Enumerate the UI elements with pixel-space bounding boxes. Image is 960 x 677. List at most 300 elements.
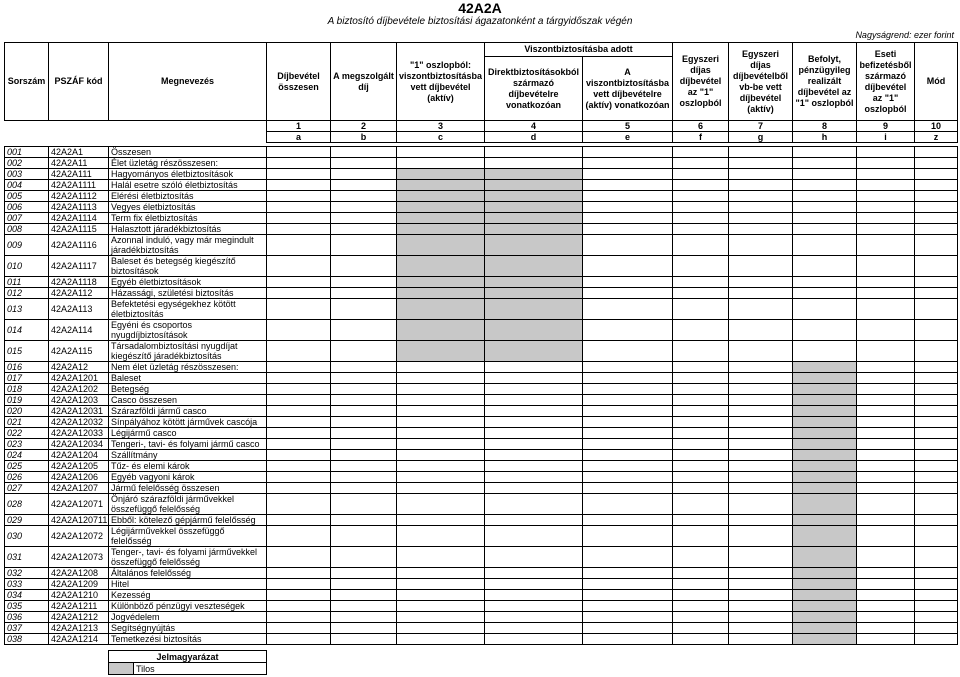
value-cell[interactable] [331, 568, 397, 579]
value-cell[interactable] [673, 417, 729, 428]
value-cell[interactable] [331, 515, 397, 526]
value-cell[interactable] [485, 384, 583, 395]
value-cell[interactable] [729, 235, 793, 256]
value-cell[interactable] [673, 256, 729, 277]
value-cell[interactable] [729, 191, 793, 202]
value-cell[interactable] [331, 202, 397, 213]
value-cell[interactable] [397, 439, 485, 450]
value-cell[interactable] [673, 235, 729, 256]
value-cell[interactable] [485, 461, 583, 472]
value-cell[interactable] [915, 601, 958, 612]
value-cell[interactable] [729, 406, 793, 417]
value-cell[interactable] [583, 213, 673, 224]
value-cell[interactable] [485, 158, 583, 169]
value-cell[interactable] [267, 277, 331, 288]
value-cell[interactable] [857, 169, 915, 180]
value-cell[interactable] [331, 428, 397, 439]
value-cell[interactable] [793, 147, 857, 158]
value-cell[interactable] [583, 483, 673, 494]
value-cell[interactable] [485, 612, 583, 623]
value-cell[interactable] [331, 461, 397, 472]
value-cell[interactable] [915, 417, 958, 428]
value-cell[interactable] [485, 472, 583, 483]
value-cell[interactable] [857, 341, 915, 362]
value-cell[interactable] [729, 515, 793, 526]
value-cell[interactable] [857, 299, 915, 320]
value-cell[interactable] [857, 147, 915, 158]
value-cell[interactable] [331, 147, 397, 158]
value-cell[interactable] [729, 417, 793, 428]
value-cell[interactable] [267, 450, 331, 461]
value-cell[interactable] [857, 202, 915, 213]
value-cell[interactable] [331, 384, 397, 395]
value-cell[interactable] [857, 526, 915, 547]
value-cell[interactable] [583, 623, 673, 634]
value-cell[interactable] [267, 612, 331, 623]
value-cell[interactable] [397, 483, 485, 494]
value-cell[interactable] [915, 384, 958, 395]
value-cell[interactable] [915, 147, 958, 158]
value-cell[interactable] [915, 494, 958, 515]
value-cell[interactable] [331, 547, 397, 568]
value-cell[interactable] [583, 202, 673, 213]
value-cell[interactable] [397, 158, 485, 169]
value-cell[interactable] [793, 158, 857, 169]
value-cell[interactable] [793, 191, 857, 202]
value-cell[interactable] [485, 515, 583, 526]
value-cell[interactable] [729, 299, 793, 320]
value-cell[interactable] [673, 395, 729, 406]
value-cell[interactable] [729, 180, 793, 191]
value-cell[interactable] [673, 450, 729, 461]
value-cell[interactable] [397, 362, 485, 373]
value-cell[interactable] [583, 373, 673, 384]
value-cell[interactable] [397, 147, 485, 158]
value-cell[interactable] [673, 384, 729, 395]
value-cell[interactable] [397, 417, 485, 428]
value-cell[interactable] [331, 623, 397, 634]
value-cell[interactable] [857, 191, 915, 202]
value-cell[interactable] [485, 483, 583, 494]
value-cell[interactable] [267, 547, 331, 568]
value-cell[interactable] [331, 362, 397, 373]
value-cell[interactable] [583, 362, 673, 373]
value-cell[interactable] [915, 568, 958, 579]
value-cell[interactable] [793, 341, 857, 362]
value-cell[interactable] [583, 472, 673, 483]
value-cell[interactable] [267, 515, 331, 526]
value-cell[interactable] [583, 439, 673, 450]
value-cell[interactable] [397, 612, 485, 623]
value-cell[interactable] [915, 299, 958, 320]
value-cell[interactable] [673, 202, 729, 213]
value-cell[interactable] [673, 428, 729, 439]
value-cell[interactable] [331, 277, 397, 288]
value-cell[interactable] [331, 494, 397, 515]
value-cell[interactable] [729, 612, 793, 623]
value-cell[interactable] [729, 601, 793, 612]
value-cell[interactable] [267, 461, 331, 472]
value-cell[interactable] [857, 483, 915, 494]
value-cell[interactable] [793, 256, 857, 277]
value-cell[interactable] [915, 590, 958, 601]
value-cell[interactable] [729, 547, 793, 568]
value-cell[interactable] [583, 277, 673, 288]
value-cell[interactable] [267, 579, 331, 590]
value-cell[interactable] [267, 395, 331, 406]
value-cell[interactable] [485, 601, 583, 612]
value-cell[interactable] [857, 256, 915, 277]
value-cell[interactable] [267, 158, 331, 169]
value-cell[interactable] [485, 450, 583, 461]
value-cell[interactable] [583, 299, 673, 320]
value-cell[interactable] [857, 224, 915, 235]
value-cell[interactable] [485, 147, 583, 158]
value-cell[interactable] [583, 191, 673, 202]
value-cell[interactable] [485, 494, 583, 515]
value-cell[interactable] [915, 515, 958, 526]
value-cell[interactable] [331, 472, 397, 483]
value-cell[interactable] [915, 191, 958, 202]
value-cell[interactable] [583, 494, 673, 515]
value-cell[interactable] [267, 590, 331, 601]
value-cell[interactable] [583, 395, 673, 406]
value-cell[interactable] [583, 590, 673, 601]
value-cell[interactable] [793, 213, 857, 224]
value-cell[interactable] [857, 439, 915, 450]
value-cell[interactable] [915, 224, 958, 235]
value-cell[interactable] [397, 395, 485, 406]
value-cell[interactable] [267, 428, 331, 439]
value-cell[interactable] [583, 547, 673, 568]
value-cell[interactable] [729, 288, 793, 299]
value-cell[interactable] [857, 515, 915, 526]
value-cell[interactable] [267, 169, 331, 180]
value-cell[interactable] [729, 362, 793, 373]
value-cell[interactable] [857, 461, 915, 472]
value-cell[interactable] [673, 341, 729, 362]
value-cell[interactable] [331, 213, 397, 224]
value-cell[interactable] [267, 568, 331, 579]
value-cell[interactable] [915, 277, 958, 288]
value-cell[interactable] [397, 450, 485, 461]
value-cell[interactable] [267, 472, 331, 483]
value-cell[interactable] [915, 320, 958, 341]
value-cell[interactable] [267, 202, 331, 213]
value-cell[interactable] [267, 299, 331, 320]
value-cell[interactable] [729, 634, 793, 645]
value-cell[interactable] [583, 384, 673, 395]
value-cell[interactable] [267, 634, 331, 645]
value-cell[interactable] [267, 147, 331, 158]
value-cell[interactable] [397, 579, 485, 590]
value-cell[interactable] [267, 623, 331, 634]
value-cell[interactable] [397, 634, 485, 645]
value-cell[interactable] [267, 180, 331, 191]
value-cell[interactable] [397, 623, 485, 634]
value-cell[interactable] [673, 213, 729, 224]
value-cell[interactable] [583, 341, 673, 362]
value-cell[interactable] [729, 213, 793, 224]
value-cell[interactable] [915, 461, 958, 472]
value-cell[interactable] [729, 147, 793, 158]
value-cell[interactable] [857, 288, 915, 299]
value-cell[interactable] [267, 362, 331, 373]
value-cell[interactable] [485, 428, 583, 439]
value-cell[interactable] [857, 568, 915, 579]
value-cell[interactable] [331, 191, 397, 202]
value-cell[interactable] [583, 147, 673, 158]
value-cell[interactable] [915, 526, 958, 547]
value-cell[interactable] [915, 623, 958, 634]
value-cell[interactable] [857, 235, 915, 256]
value-cell[interactable] [673, 158, 729, 169]
value-cell[interactable] [857, 373, 915, 384]
value-cell[interactable] [915, 235, 958, 256]
value-cell[interactable] [793, 277, 857, 288]
value-cell[interactable] [397, 515, 485, 526]
value-cell[interactable] [485, 526, 583, 547]
value-cell[interactable] [857, 494, 915, 515]
value-cell[interactable] [583, 256, 673, 277]
value-cell[interactable] [673, 526, 729, 547]
value-cell[interactable] [729, 320, 793, 341]
value-cell[interactable] [583, 417, 673, 428]
value-cell[interactable] [583, 515, 673, 526]
value-cell[interactable] [673, 362, 729, 373]
value-cell[interactable] [673, 320, 729, 341]
value-cell[interactable] [331, 601, 397, 612]
value-cell[interactable] [331, 417, 397, 428]
value-cell[interactable] [397, 384, 485, 395]
value-cell[interactable] [583, 169, 673, 180]
value-cell[interactable] [673, 406, 729, 417]
value-cell[interactable] [331, 224, 397, 235]
value-cell[interactable] [267, 417, 331, 428]
value-cell[interactable] [915, 406, 958, 417]
value-cell[interactable] [915, 158, 958, 169]
value-cell[interactable] [673, 547, 729, 568]
value-cell[interactable] [485, 406, 583, 417]
value-cell[interactable] [729, 277, 793, 288]
value-cell[interactable] [793, 180, 857, 191]
value-cell[interactable] [331, 169, 397, 180]
value-cell[interactable] [397, 472, 485, 483]
value-cell[interactable] [267, 320, 331, 341]
value-cell[interactable] [485, 373, 583, 384]
value-cell[interactable] [915, 180, 958, 191]
value-cell[interactable] [267, 235, 331, 256]
value-cell[interactable] [915, 547, 958, 568]
value-cell[interactable] [397, 494, 485, 515]
value-cell[interactable] [857, 634, 915, 645]
value-cell[interactable] [331, 634, 397, 645]
value-cell[interactable] [857, 406, 915, 417]
value-cell[interactable] [331, 320, 397, 341]
value-cell[interactable] [729, 526, 793, 547]
value-cell[interactable] [673, 224, 729, 235]
value-cell[interactable] [857, 180, 915, 191]
value-cell[interactable] [267, 191, 331, 202]
value-cell[interactable] [267, 439, 331, 450]
value-cell[interactable] [583, 612, 673, 623]
value-cell[interactable] [857, 320, 915, 341]
value-cell[interactable] [673, 180, 729, 191]
value-cell[interactable] [267, 224, 331, 235]
value-cell[interactable] [673, 612, 729, 623]
value-cell[interactable] [673, 472, 729, 483]
value-cell[interactable] [673, 373, 729, 384]
value-cell[interactable] [857, 623, 915, 634]
value-cell[interactable] [673, 579, 729, 590]
value-cell[interactable] [485, 547, 583, 568]
value-cell[interactable] [857, 277, 915, 288]
value-cell[interactable] [915, 439, 958, 450]
value-cell[interactable] [915, 450, 958, 461]
value-cell[interactable] [267, 494, 331, 515]
value-cell[interactable] [729, 384, 793, 395]
value-cell[interactable] [729, 472, 793, 483]
value-cell[interactable] [729, 439, 793, 450]
value-cell[interactable] [857, 601, 915, 612]
value-cell[interactable] [729, 450, 793, 461]
value-cell[interactable] [397, 373, 485, 384]
value-cell[interactable] [673, 590, 729, 601]
value-cell[interactable] [857, 612, 915, 623]
value-cell[interactable] [331, 439, 397, 450]
value-cell[interactable] [915, 288, 958, 299]
value-cell[interactable] [267, 213, 331, 224]
value-cell[interactable] [857, 472, 915, 483]
value-cell[interactable] [485, 623, 583, 634]
value-cell[interactable] [857, 384, 915, 395]
value-cell[interactable] [857, 395, 915, 406]
value-cell[interactable] [397, 568, 485, 579]
value-cell[interactable] [583, 235, 673, 256]
value-cell[interactable] [729, 579, 793, 590]
value-cell[interactable] [729, 169, 793, 180]
value-cell[interactable] [331, 235, 397, 256]
value-cell[interactable] [915, 169, 958, 180]
value-cell[interactable] [915, 373, 958, 384]
value-cell[interactable] [673, 568, 729, 579]
value-cell[interactable] [793, 320, 857, 341]
value-cell[interactable] [485, 590, 583, 601]
value-cell[interactable] [485, 395, 583, 406]
value-cell[interactable] [673, 288, 729, 299]
value-cell[interactable] [915, 213, 958, 224]
value-cell[interactable] [857, 158, 915, 169]
value-cell[interactable] [915, 472, 958, 483]
value-cell[interactable] [267, 373, 331, 384]
value-cell[interactable] [583, 579, 673, 590]
value-cell[interactable] [331, 299, 397, 320]
value-cell[interactable] [583, 634, 673, 645]
value-cell[interactable] [485, 362, 583, 373]
value-cell[interactable] [915, 341, 958, 362]
value-cell[interactable] [915, 612, 958, 623]
value-cell[interactable] [397, 590, 485, 601]
value-cell[interactable] [915, 395, 958, 406]
value-cell[interactable] [729, 395, 793, 406]
value-cell[interactable] [729, 590, 793, 601]
value-cell[interactable] [331, 395, 397, 406]
value-cell[interactable] [331, 288, 397, 299]
value-cell[interactable] [673, 439, 729, 450]
value-cell[interactable] [857, 547, 915, 568]
value-cell[interactable] [729, 341, 793, 362]
value-cell[interactable] [583, 406, 673, 417]
value-cell[interactable] [267, 406, 331, 417]
value-cell[interactable] [331, 483, 397, 494]
value-cell[interactable] [729, 494, 793, 515]
value-cell[interactable] [397, 526, 485, 547]
value-cell[interactable] [397, 601, 485, 612]
value-cell[interactable] [583, 288, 673, 299]
value-cell[interactable] [583, 568, 673, 579]
value-cell[interactable] [331, 180, 397, 191]
value-cell[interactable] [729, 428, 793, 439]
value-cell[interactable] [583, 461, 673, 472]
value-cell[interactable] [397, 428, 485, 439]
value-cell[interactable] [857, 213, 915, 224]
value-cell[interactable] [793, 169, 857, 180]
value-cell[interactable] [729, 568, 793, 579]
value-cell[interactable] [729, 483, 793, 494]
value-cell[interactable] [857, 590, 915, 601]
value-cell[interactable] [673, 299, 729, 320]
value-cell[interactable] [331, 526, 397, 547]
value-cell[interactable] [793, 299, 857, 320]
value-cell[interactable] [673, 515, 729, 526]
value-cell[interactable] [267, 526, 331, 547]
value-cell[interactable] [583, 180, 673, 191]
value-cell[interactable] [673, 623, 729, 634]
value-cell[interactable] [397, 461, 485, 472]
value-cell[interactable] [331, 450, 397, 461]
value-cell[interactable] [673, 483, 729, 494]
value-cell[interactable] [673, 191, 729, 202]
value-cell[interactable] [729, 158, 793, 169]
value-cell[interactable] [673, 169, 729, 180]
value-cell[interactable] [915, 634, 958, 645]
value-cell[interactable] [331, 406, 397, 417]
value-cell[interactable] [331, 579, 397, 590]
value-cell[interactable] [915, 579, 958, 590]
value-cell[interactable] [397, 406, 485, 417]
value-cell[interactable] [583, 601, 673, 612]
value-cell[interactable] [267, 483, 331, 494]
value-cell[interactable] [331, 256, 397, 277]
value-cell[interactable] [915, 428, 958, 439]
value-cell[interactable] [915, 256, 958, 277]
value-cell[interactable] [793, 235, 857, 256]
value-cell[interactable] [485, 417, 583, 428]
value-cell[interactable] [267, 256, 331, 277]
value-cell[interactable] [331, 158, 397, 169]
value-cell[interactable] [793, 288, 857, 299]
value-cell[interactable] [485, 579, 583, 590]
value-cell[interactable] [331, 590, 397, 601]
value-cell[interactable] [267, 288, 331, 299]
value-cell[interactable] [583, 320, 673, 341]
value-cell[interactable] [857, 579, 915, 590]
value-cell[interactable] [915, 362, 958, 373]
value-cell[interactable] [673, 634, 729, 645]
value-cell[interactable] [857, 450, 915, 461]
value-cell[interactable] [485, 568, 583, 579]
value-cell[interactable] [583, 428, 673, 439]
